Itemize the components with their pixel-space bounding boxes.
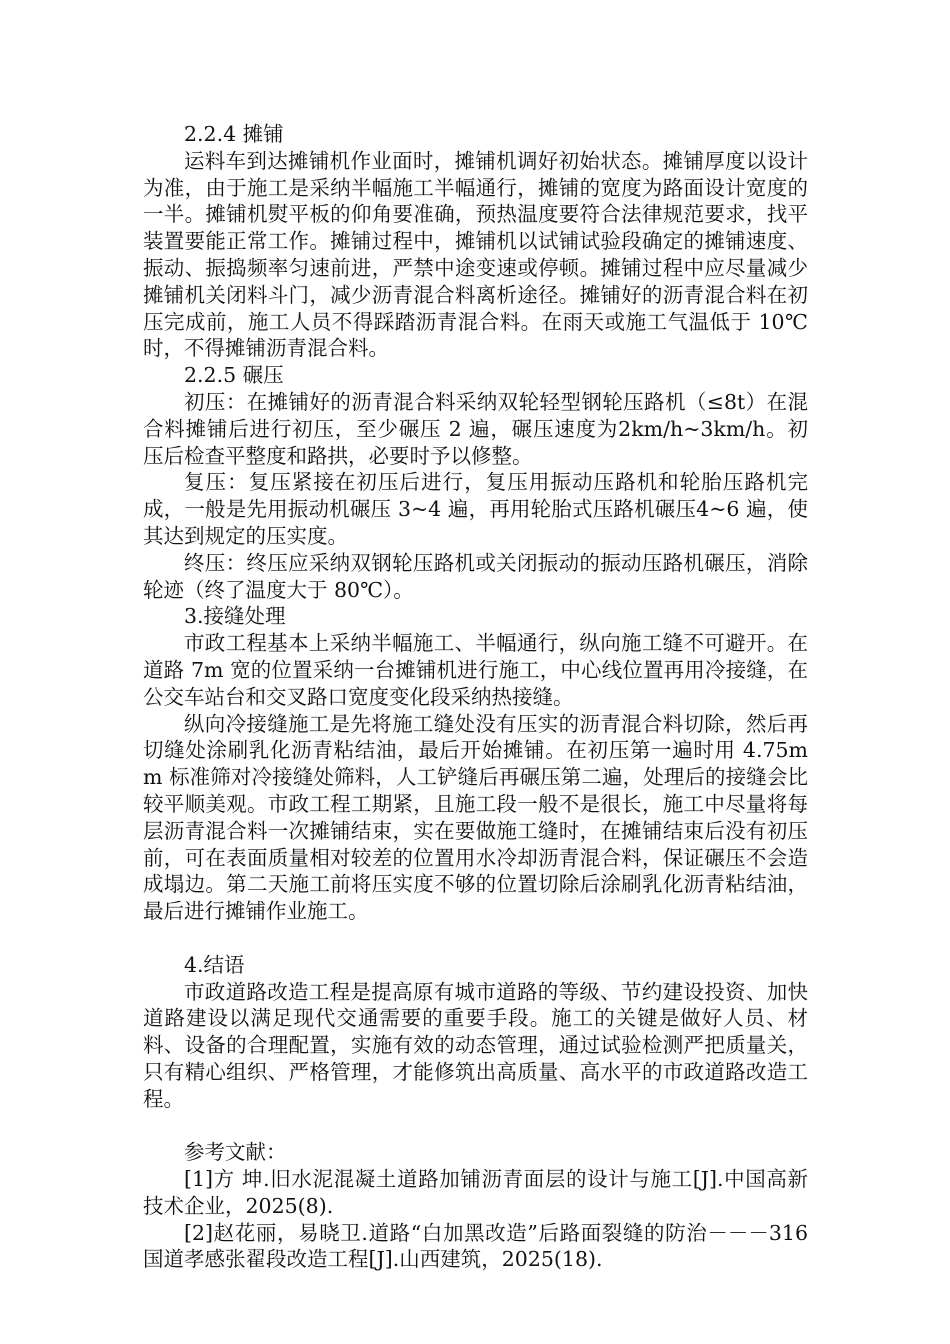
paragraph-joint-overview: 市政工程基本上采纳半幅施工、半幅通行，纵向施工缝不可避开。在道路 7m 宽的位置采纳一台摊铺机进行施工，中心线位置再用冷接缝，在公交车站台和交叉路口宽度变化段采纳热接缝。 [143, 631, 808, 709]
references-heading: 参考文献： [184, 1140, 287, 1165]
reference-item: [1]方 坤.旧水泥混凝土道路加铺沥青面层的设计与施工[J].中国高新技术企业，2025(8). [143, 1167, 808, 1218]
paragraph-paving: 运料车到达摊铺机作业面时，摊铺机调好初始状态。摊铺厚度以设计为准，由于施工是采纳半幅施工半幅通行，摊铺的宽度为路面设计宽度的一半。摊铺机熨平板的仰角要准确，预热温度要符合法律规范要求，找平装置要能正常工作。摊铺过程中，摊铺机以试铺试验段确定的摊铺速度、振动、振捣频率匀速前进，严禁中途变速或停顿。摊铺过程中应尽量减少摊铺机关闭料斗门，减少沥青混合料离析途径。摊铺好的沥青混合料在初压完成前，施工人员不得踩踏沥青混合料。在雨天或施工气温低于 10℃时，不得摊铺沥青混合料。 [143, 148, 808, 361]
spacer [143, 1112, 808, 1139]
section-heading-3: 3.接缝处理 [184, 604, 286, 629]
section-heading-4: 4.结语 [184, 952, 245, 977]
paragraph-final-rolling: 终压：终压应采纳双钢轮压路机或关闭振动的振动压路机碾压，消除轮迹（终了温度大于 80℃）。 [143, 550, 808, 602]
paragraph-secondary-rolling: 复压：复压紧接在初压后进行，复压用振动压路机和轮胎压路机完成，一般是先用振动机碾压 3~4 遍，再用轮胎式压路机碾压4~6 遍，使其达到规定的压实度。 [143, 470, 808, 548]
spacer [143, 925, 808, 952]
section-heading-2-2-4: 2.2.4 摊铺 [184, 122, 284, 146]
paragraph-initial-rolling: 初压：在摊铺好的沥青混合料采纳双轮轻型钢轮压路机（≤8t）在混合料摊铺后进行初压，至少碾压 2 遍，碾压速度为2km/h~3km/h。初压后检查平整度和路拱，必要时予以修整。 [143, 389, 808, 468]
reference-item: [2]赵花丽，易晓卫.道路“白加黑改造”后路面裂缝的防治－－－316 国道孝感张翟段改造工程[J].山西建筑，2025(18). [143, 1220, 808, 1272]
paragraph-cold-joint: 纵向冷接缝施工是先将施工缝处没有压实的沥青混合料切除，然后再切缝处涂刷乳化沥青粘结油，最后开始摊铺。在初压第一遍时用 4.75mm 标准筛对冷接缝处筛料，人工铲缝后再碾压第二遍，处理后的接缝会比较平顺美观。市政工程工期紧，且施工段一般不是很长，施工中尽量将每层沥青混合料一次摊铺结束，实在要做施工缝时，在摊铺结束后没有初压前，可在表面质量相对较差的位置用水冷却沥青混合料，保证碾压不会造成塌边。第二天施工前将压实度不够的位置切除后涂刷乳化沥青粘结油，最后进行摊铺作业施工。 [143, 711, 808, 924]
paragraph-conclusion: 市政道路改造工程是提高原有城市道路的等级、节约建设投资、加快道路建设以满足现代交通需要的重要手段。施工的关键是做好人员、材料、设备的合理配置，实施有效的动态管理，通过试验检测严把质量关，只有精心组织、严格管理，才能修筑出高质量、高水平的市政道路改造工程。 [143, 979, 808, 1111]
document-page [143, 121, 808, 1273]
section-heading-2-2-5: 2.2.5 碾压 [184, 363, 284, 388]
